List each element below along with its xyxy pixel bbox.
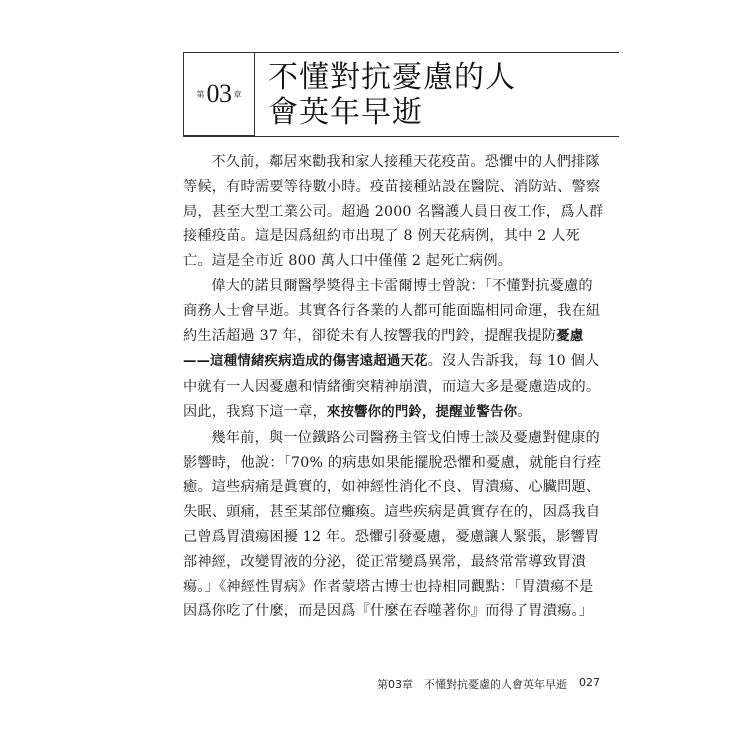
chapter-label <box>190 67 248 121</box>
chapter-title-line1: 不懂對抗憂慮的人 <box>268 60 516 95</box>
paragraph-2-text-c: 。 <box>517 403 532 420</box>
page-number: 027 <box>579 676 600 689</box>
paragraph-3: 幾年前，與一位鐵路公司醫務主管戈伯博士談及憂慮對健康的影響時，他說：「70% 的病患如果能擺脫恐懼和憂慮，就能自行痊癒。這些病痛是眞實的，如神經性消化不良、胃潰瘍、心臟問題、失眠、頭痛，甚至某部位癱瘓。這些疾病是眞實存在的，因爲我自己曾爲胃潰瘍困擾 12 年。恐懼引發憂慮，憂慮讓人緊張，影響胃部神經，改變胃液的分泌，從正常變爲異常，最終常常導致胃潰瘍。」《神經性胃病》作者蒙塔古博士也持相同觀點：「胃潰瘍不是因爲你吃了什麼，而是因爲『什麼在吞噬著你』而得了胃潰瘍。」 <box>183 429 602 620</box>
paragraph-2-bold-1: 憂慮——這種情緒疾病造成的傷害遠超過天花 <box>183 328 584 370</box>
chapter-title-line2: 會英年早逝 <box>268 95 423 130</box>
paragraph-2-text-b: 。沒人告訴我，每 10 個人中就有一人因憂慮和情緒衝突精神崩潰，而這大多是憂慮造成的。因此，我寫下這一章， <box>183 353 601 420</box>
page-footer <box>377 676 600 692</box>
paragraph-1: 不久前，鄰居來勸我和家人接種天花疫苗。恐懼中的人們排隊等候，有時需要等待數小時。疫苗接種站設在醫院、消防站、警察局，甚至大型工業公司。超過 2000 名醫護人員日夜工作，爲人群接種疫苗。這是因爲紐約市出現了 8 例天花病例，其中 2 人死亡。這是全市近 800 萬人口中僅僅 2 起死亡病例。 <box>183 154 604 270</box>
body-text <box>183 150 605 624</box>
paragraph-2 <box>183 274 605 426</box>
paragraph-2-bold-2: 來按響你的門鈴，提醒並警告你 <box>326 404 518 420</box>
chapter-number: 03 <box>206 79 232 108</box>
paragraph-2-text-a: 偉大的諾貝爾醫學獎得主卡雷爾博士曾說：「不懂對抗憂慮的商務人士會早逝。其實各行各業的人都可能面臨相同命運，我在紐約生活超過 37 年，卻從未有人按響我的門鈴，提醒我提防 <box>183 277 601 344</box>
chapter-prefix: 第 <box>196 89 205 99</box>
header-rule-bottom <box>183 136 619 137</box>
running-head: 第03章 不懂對抗憂慮的人會英年早逝 <box>377 678 567 691</box>
chapter-suffix: 章 <box>233 89 242 99</box>
chapter-number-box <box>183 52 255 136</box>
chapter-title <box>268 60 618 130</box>
